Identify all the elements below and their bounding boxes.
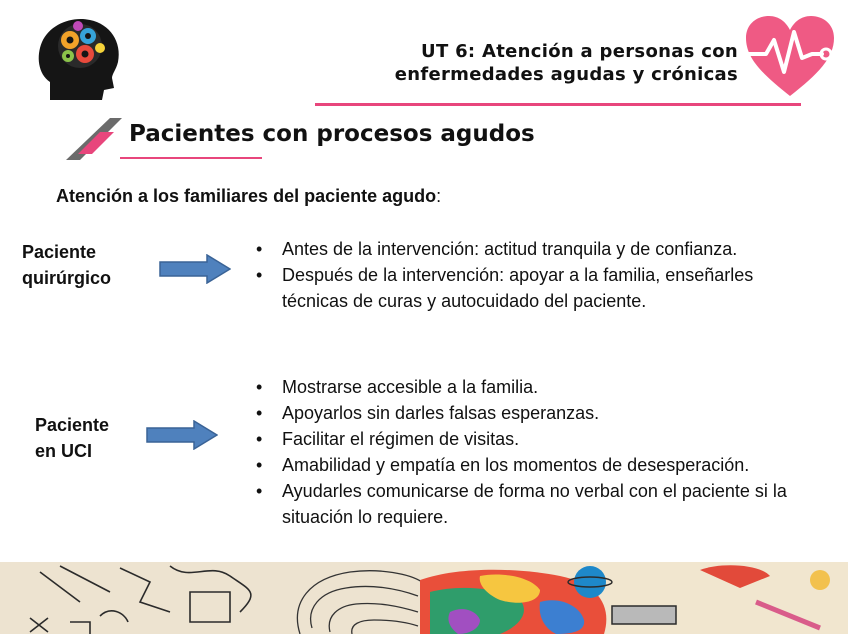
left-right-brain-art-icon xyxy=(0,562,848,634)
bullet-dot: • xyxy=(256,429,263,449)
bullet-dot: • xyxy=(256,403,263,423)
label-line: Paciente xyxy=(22,242,97,262)
subtitle xyxy=(56,186,441,207)
bullet-text: Ayudarles comunicarse de forma no verbal con el paciente si la situación lo requiere. xyxy=(282,481,787,527)
section-title: Pacientes con procesos agudos xyxy=(129,121,535,147)
bullet-item xyxy=(256,452,816,478)
bullet-list-quirurgico xyxy=(256,236,816,314)
label-line: quirúrgico xyxy=(22,268,111,288)
bullet-text: Mostrarse accesible a la familia. xyxy=(282,377,539,397)
label-line: Paciente xyxy=(35,415,110,435)
bullet-text: Después de la intervención: apoyar a la familia, enseñarles técnicas de curas y autocuidado del paciente. xyxy=(282,265,754,311)
bullet-item xyxy=(256,478,816,530)
bullet-item xyxy=(256,426,816,452)
bullet-text: Amabilidad y empatía en los momentos de desesperación. xyxy=(282,455,750,475)
unit-title xyxy=(395,40,738,86)
bullet-list-uci xyxy=(256,374,816,530)
right-arrow-icon xyxy=(146,420,218,450)
bullet-text: Apoyarlos sin darles falsas esperanzas. xyxy=(282,403,600,423)
bullet-item xyxy=(256,400,816,426)
bullet-dot: • xyxy=(256,239,263,259)
heartbeat-heart-icon xyxy=(742,12,838,100)
label-paciente-quirurgico xyxy=(22,239,111,291)
header-divider xyxy=(315,103,801,106)
bullet-text: Facilitar el régimen de visitas. xyxy=(282,429,520,449)
bullet-item xyxy=(256,374,816,400)
brain-gears-head-icon xyxy=(30,12,126,108)
bullet-dot: • xyxy=(256,455,263,475)
bullet-dot: • xyxy=(256,265,263,285)
section-underline xyxy=(120,157,262,159)
bullet-dot: • xyxy=(256,481,263,501)
bullet-dot: • xyxy=(256,377,263,397)
subtitle-text: Atención a los familiares del paciente agudo xyxy=(56,186,437,206)
unit-title-line1: UT 6: Atención a personas con xyxy=(421,41,738,62)
unit-title-line2: enfermedades agudas y crónicas xyxy=(394,64,738,85)
right-arrow-icon xyxy=(159,254,231,284)
subtitle-colon: : xyxy=(436,186,442,206)
label-paciente-uci xyxy=(35,412,109,464)
bullet-text: Antes de la intervención: actitud tranquila y de confianza. xyxy=(282,239,738,259)
section-decoration-icon xyxy=(66,118,122,162)
bullet-item xyxy=(256,262,816,314)
bullet-item xyxy=(256,236,816,262)
label-line: en UCI xyxy=(35,441,93,461)
